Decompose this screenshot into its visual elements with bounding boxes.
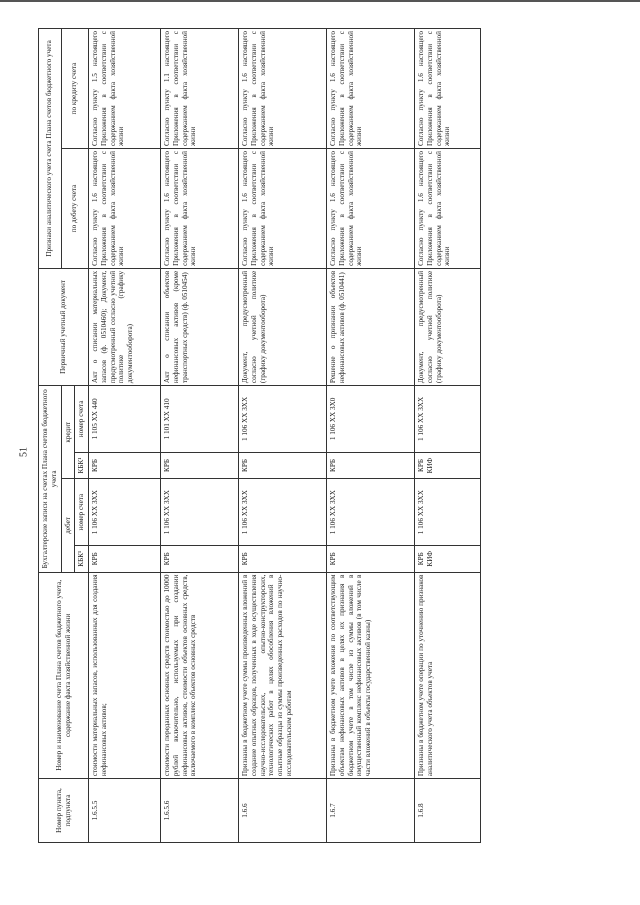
debit-account: 1 106 ХХ 3ХХ bbox=[161, 479, 239, 546]
primary-document: Документ, предусмотренный согласно учетной политике (графику документооборота) bbox=[239, 268, 327, 385]
header-entries: Бухгалтерские записи на счетах Плана счетов бюджетного учета bbox=[39, 386, 62, 573]
header-credit-account: номер счета bbox=[75, 386, 89, 453]
credit-account: 1 101 ХХ 410 bbox=[161, 386, 239, 453]
analytics-credit: Согласно пункту 1.6 настоящего Приложения в соответствии с содержанием факта хозяйственной жизни bbox=[327, 29, 415, 149]
debit-account: 1 106 ХХ 3ХХ bbox=[327, 479, 415, 546]
credit-kbk: КРБ bbox=[239, 452, 327, 479]
debit-kbk: КРБ bbox=[89, 545, 161, 572]
row-description: стоимости переданных основных средств стоимостью до 10000 рублей включительно, используемых при создании нефинансовых активов, стоимости объектов основных средств, включаемого в комплекс объектов основных средств bbox=[161, 572, 239, 778]
primary-document: Документ, предусмотренный согласно учетной политике (графику документооборота) bbox=[415, 268, 481, 385]
debit-account: 1 106 ХХ 3ХХ bbox=[415, 479, 481, 546]
row-number: 1.6.5.5 bbox=[89, 779, 161, 843]
primary-document: Решение о признании объектов нефинансовых активов (ф. 0510441) bbox=[327, 268, 415, 385]
rotated-document bbox=[38, 28, 463, 843]
header-analytics: Признаки аналитического учета счета Плана счетов бюджетного учета bbox=[39, 29, 62, 269]
credit-kbk: КРБ bbox=[327, 452, 415, 479]
page-number: 51 bbox=[18, 447, 30, 457]
row-number: 1.6.7 bbox=[327, 779, 415, 843]
table-row bbox=[415, 29, 481, 843]
header-by-credit: по кредиту счета bbox=[61, 29, 89, 149]
header-debit-account: номер счета bbox=[75, 479, 89, 546]
credit-kbk: КРБ bbox=[89, 452, 161, 479]
credit-account: 1 106 ХХ 3Х0 bbox=[327, 386, 415, 453]
header-debit-kbk: КБК¹ bbox=[75, 545, 89, 572]
primary-document: Акт о списании объектов нефинансовых активов (кроме транспортных средств) (ф. 0510454) bbox=[161, 268, 239, 385]
analytics-credit: Согласно пункту 1.6 настоящего Приложения в соответствии с содержанием факта хозяйственной жизни bbox=[239, 29, 327, 149]
row-description: стоимости материальных запасов, использованных для создания нефинансовых активов; bbox=[89, 572, 161, 778]
accounting-table bbox=[38, 28, 481, 843]
row-number: 1.6.5.6 bbox=[161, 779, 239, 843]
row-number: 1.6.8 bbox=[415, 779, 481, 843]
credit-account: 1 105 ХХ 440 bbox=[89, 386, 161, 453]
debit-kbk: КРБ bbox=[161, 545, 239, 572]
analytics-debit: Согласно пункту 1.6 настоящего Приложения в соответствии с содержанием факта хозяйственной жизни bbox=[327, 148, 415, 268]
debit-kbk: КРБ bbox=[327, 545, 415, 572]
analytics-debit: Согласно пункту 1.6 настоящего Приложения в соответствии с содержанием факта хозяйственной жизни bbox=[161, 148, 239, 268]
debit-kbk: КРБ КИФ bbox=[415, 545, 481, 572]
analytics-credit: Согласно пункту 1.1 настоящего Приложения в соответствии с содержанием факта хозяйственной жизни bbox=[161, 29, 239, 149]
analytics-credit: Согласно пункту 1.6 настоящего Приложения в соответствии с содержанием факта хозяйственной жизни bbox=[415, 29, 481, 149]
row-description: Признаны в бюджетном учете операции по уточнению признаков аналитического учета объектов учета bbox=[415, 572, 481, 778]
top-rule bbox=[0, 0, 640, 2]
analytics-debit: Согласно пункту 1.6 настоящего Приложения в соответствии с содержанием факта хозяйственной жизни bbox=[89, 148, 161, 268]
table-row bbox=[89, 29, 161, 843]
table-row bbox=[239, 29, 327, 843]
debit-account: 1 106 ХХ 3ХХ bbox=[89, 479, 161, 546]
primary-document: Акт о списании материальных запасов (ф. 0510460); Документ, предусмотренный согласно учетной политике (графику документооборота) bbox=[89, 268, 161, 385]
header-account-name: Номер и наименование счета Плана счетов бюджетного учета, содержание факта хозяйственной жизни bbox=[39, 572, 89, 778]
header-debit: дебет bbox=[61, 479, 75, 572]
header-credit-kbk: КБК¹ bbox=[75, 452, 89, 479]
credit-kbk: КРБ bbox=[161, 452, 239, 479]
row-number: 1.6.6 bbox=[239, 779, 327, 843]
row-description: Признаны в бюджетном учете суммы произведенных вложений в создание опытных образцов, полученных в ходе осуществления научно-исследовательских, опытно-конструкторских, технологических работ в целях обособления вложений в опытные образцы из суммы произведенных расходов по научно-исследовательским работам bbox=[239, 572, 327, 778]
table-row bbox=[327, 29, 415, 843]
header-item-no: Номер пункта, подпункта bbox=[39, 779, 89, 843]
debit-kbk: КРБ bbox=[239, 545, 327, 572]
credit-account: 1 106 ХХ 3ХХ bbox=[239, 386, 327, 453]
analytics-debit: Согласно пункту 1.6 настоящего Приложения в соответствии с содержанием факта хозяйственной жизни bbox=[415, 148, 481, 268]
debit-account: 1 106 ХХ 3ХХ bbox=[239, 479, 327, 546]
analytics-debit: Согласно пункту 1.6 настоящего Приложения в соответствии с содержанием факта хозяйственной жизни bbox=[239, 148, 327, 268]
table-row bbox=[161, 29, 239, 843]
row-description: Признаны в бюджетном учете вложения по соответствующим объектам нефинансовых активов в целях их признания в бюджетном учете в том числе из суммы вложений в имущественный комплекс нефинансовых активов (в том числе в части вложений в объекты государственной казны) bbox=[327, 572, 415, 778]
header-by-debit: по дебету счета bbox=[61, 148, 89, 268]
credit-account: 1 106 ХХ 3ХХ bbox=[415, 386, 481, 453]
analytics-credit: Согласно пункту 1.5 настоящего Приложения в соответствии с содержанием факта хозяйственной жизни bbox=[89, 29, 161, 149]
header-primary-doc: Первичный учетный документ bbox=[39, 268, 89, 385]
header-credit: кредит bbox=[61, 386, 75, 479]
credit-kbk: КРБ КИФ bbox=[415, 452, 481, 479]
